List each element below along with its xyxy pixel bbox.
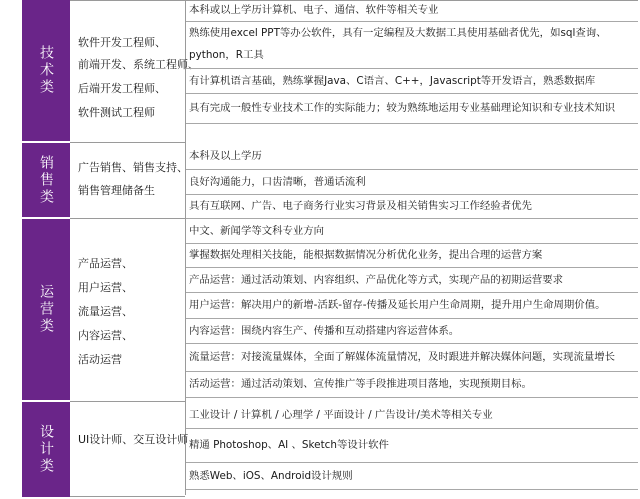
roles-cell-operations xyxy=(70,219,185,402)
role-item: 销售管理储备生 xyxy=(78,184,155,197)
requirement-row xyxy=(186,219,638,244)
requirement-row xyxy=(186,244,638,268)
role-item: 产品运营、 xyxy=(78,257,133,270)
category-cell-operations xyxy=(22,219,70,400)
requirement-text: 本科或以上学历计算机、电子、通信、软件等相关专业 xyxy=(189,4,439,16)
requirement-text: 良好沟通能力，口齿清晰，普通话流利 xyxy=(189,175,366,188)
requirement-row xyxy=(186,268,638,293)
requirement-text: 本科及以上学历 xyxy=(189,149,262,162)
requirement-text: 中文、新闻学等文科专业方向 xyxy=(189,224,325,237)
requirement-text: 有计算机语言基础，熟练掌握Java、C语言、C++，Javascript等开发语言，熟悉数据库 xyxy=(189,74,596,87)
role-item: 流量运营、 xyxy=(78,305,133,318)
role-item: 活动运营 xyxy=(78,353,122,366)
category-cell-sales xyxy=(22,143,70,217)
role-item: 软件测试工程师 xyxy=(78,106,155,119)
requirement-row xyxy=(186,143,638,170)
roles-cell-sales xyxy=(70,143,188,219)
role-item: UI设计师、交互设计师 xyxy=(78,433,189,446)
requirement-row xyxy=(186,319,638,344)
requirement-text: python，R工具 xyxy=(189,49,264,61)
category-label: 运营类 xyxy=(38,284,54,335)
requirement-row xyxy=(186,0,638,22)
requirement-text: 具有互联网、广告、电子商务行业实习背景及相关销售实习工作经验者优先 xyxy=(189,200,532,212)
requirement-text: 活动运营：通过活动策划、宣传推广等手段推进项目落地，实现预期目标。 xyxy=(189,378,532,390)
requirement-row xyxy=(186,344,638,372)
requirement-row xyxy=(186,402,638,429)
requirement-text: 工业设计 / 计算机 / 心理学 / 平面设计 / 广告设计/美术等相关专业 xyxy=(189,408,493,421)
requirement-text: 具有完成一般性专业技术工作的实际能力；较为熟练地运用专业基础理论知识和专业技术知识 xyxy=(189,102,616,114)
role-item: 内容运营、 xyxy=(78,329,133,342)
requirement-text: 产品运营：通过活动策划、内容组织、产品优化等方式，实现产品的初期运营要求 xyxy=(189,273,564,286)
role-item: 软件开发工程师、 xyxy=(78,36,166,49)
role-item: 后端开发工程师、 xyxy=(78,82,166,95)
role-item: 前端开发、系统工程师、 xyxy=(78,58,199,71)
category-label: 销售类 xyxy=(38,154,54,206)
requirement-text: 熟练使用excel PPT等办公软件，具有一定编程及大数据工具使用基础者优先，如sql查询、 xyxy=(189,27,607,39)
requirement-row xyxy=(186,372,638,398)
category-label: 设计类 xyxy=(38,424,54,475)
requirement-text: 熟悉Web、iOS、Android设计规则 xyxy=(189,469,353,482)
roles-cell-tech xyxy=(70,0,199,143)
category-label: 技术类 xyxy=(38,45,54,96)
requirement-row xyxy=(186,170,638,195)
requirement-row xyxy=(186,293,638,319)
requirement-row xyxy=(186,94,638,124)
roles-cell-design xyxy=(70,402,189,497)
requirement-row xyxy=(186,463,638,490)
category-cell-tech xyxy=(22,0,70,141)
requirement-text: 掌握数据处理相关技能，能根据数据情况分析优化业务，提出合理的运营方案 xyxy=(189,249,543,261)
requirement-text: 流量运营：对接流量媒体，全面了解媒体流量情况，及时跟进并解决媒体问题，实现流量增长 xyxy=(189,351,616,363)
role-item: 广告销售、销售支持、 xyxy=(78,161,188,174)
requirement-text: 精通 Photoshop、AI 、Sketch等设计软件 xyxy=(189,439,389,451)
requirement-text: 用户运营：解决用户的新增-活跃-留存-传播及延长用户生命周期，提升用户生命周期价值。 xyxy=(189,299,606,311)
requirement-row xyxy=(186,22,638,69)
requirement-text: 内容运营：围绕内容生产、传播和互动搭建内容运营体系。 xyxy=(189,324,460,337)
requirement-row xyxy=(186,429,638,463)
category-cell-design xyxy=(22,402,70,497)
requirement-row xyxy=(186,69,638,94)
role-item: 用户运营、 xyxy=(78,281,133,294)
requirement-row xyxy=(186,195,638,219)
